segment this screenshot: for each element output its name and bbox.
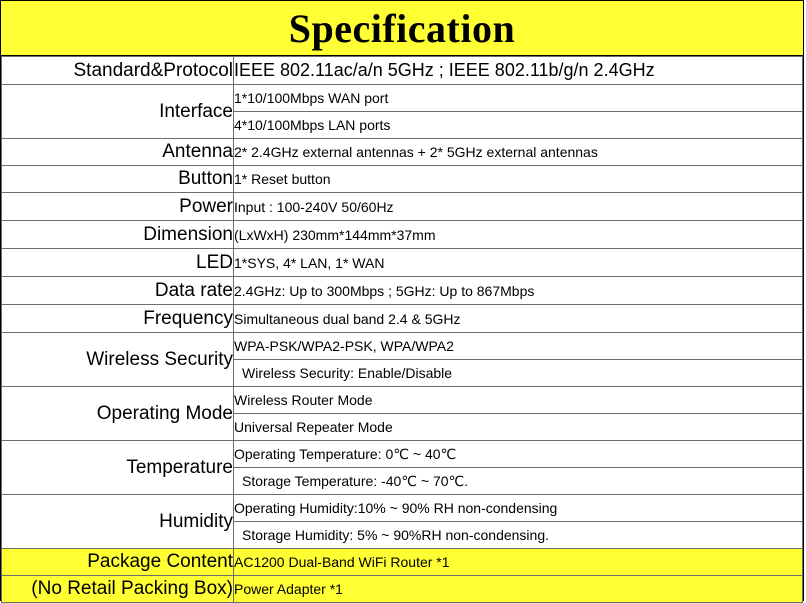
package-item: Power Adapter *1 xyxy=(234,576,803,603)
table-row xyxy=(2,85,803,112)
table-row xyxy=(2,441,803,468)
row-value: IEEE 802.11ac/a/n 5GHz ; IEEE 802.11b/g/n 2.4GHz xyxy=(234,57,803,85)
row-label: Interface xyxy=(2,85,234,139)
row-value: Storage Humidity: 5% ~ 90%RH non-condensing. xyxy=(234,522,803,549)
table-row xyxy=(2,333,803,360)
title-bar xyxy=(1,1,803,57)
row-value: 1* Reset button xyxy=(234,166,803,193)
package-row xyxy=(2,576,803,603)
row-value: Storage Temperature: -40℃ ~ 70℃. xyxy=(234,468,803,495)
table-row xyxy=(2,387,803,414)
row-value: 1*SYS, 4* LAN, 1* WAN xyxy=(234,249,803,277)
table-row xyxy=(2,277,803,305)
table-row xyxy=(2,57,803,85)
package-note: (No Retail Packing Box) xyxy=(2,576,234,603)
row-label: Wireless Security xyxy=(2,333,234,387)
table-row xyxy=(2,166,803,193)
row-value: 2* 2.4GHz external antennas + 2* 5GHz external antennas xyxy=(234,139,803,166)
row-label: Button xyxy=(2,166,234,193)
table-row xyxy=(2,249,803,277)
table-row xyxy=(2,221,803,249)
package-label: Package Content xyxy=(2,549,234,576)
table-row xyxy=(2,193,803,221)
row-value: (LxWxH) 230mm*144mm*37mm xyxy=(234,221,803,249)
table-row xyxy=(2,139,803,166)
row-label: Dimension xyxy=(2,221,234,249)
row-value: 4*10/100Mbps LAN ports xyxy=(234,112,803,139)
row-label: Temperature xyxy=(2,441,234,495)
row-label: Humidity xyxy=(2,495,234,549)
page-title: Specification xyxy=(288,5,516,51)
spec-table xyxy=(1,56,803,603)
table-row xyxy=(2,305,803,333)
row-value: 2.4GHz: Up to 300Mbps ; 5GHz: Up to 867Mbps xyxy=(234,277,803,305)
row-value: Wireless Security: Enable/Disable xyxy=(234,360,803,387)
row-value: Operating Humidity:10% ~ 90% RH non-condensing xyxy=(234,495,803,522)
row-label: LED xyxy=(2,249,234,277)
row-value: Universal Repeater Mode xyxy=(234,414,803,441)
row-label: Antenna xyxy=(2,139,234,166)
row-value: Operating Temperature: 0℃ ~ 40℃ xyxy=(234,441,803,468)
package-item: AC1200 Dual-Band WiFi Router *1 xyxy=(234,549,803,576)
row-value: Input : 100-240V 50/60Hz xyxy=(234,193,803,221)
row-value: 1*10/100Mbps WAN port xyxy=(234,85,803,112)
row-label: Data rate xyxy=(2,277,234,305)
package-row xyxy=(2,549,803,576)
row-value: WPA-PSK/WPA2-PSK, WPA/WPA2 xyxy=(234,333,803,360)
row-label: Operating Mode xyxy=(2,387,234,441)
row-label: Power xyxy=(2,193,234,221)
row-label: Standard&Protocol xyxy=(2,57,234,85)
table-row xyxy=(2,495,803,522)
row-value: Simultaneous dual band 2.4 & 5GHz xyxy=(234,305,803,333)
row-value: Wireless Router Mode xyxy=(234,387,803,414)
row-label: Frequency xyxy=(2,305,234,333)
